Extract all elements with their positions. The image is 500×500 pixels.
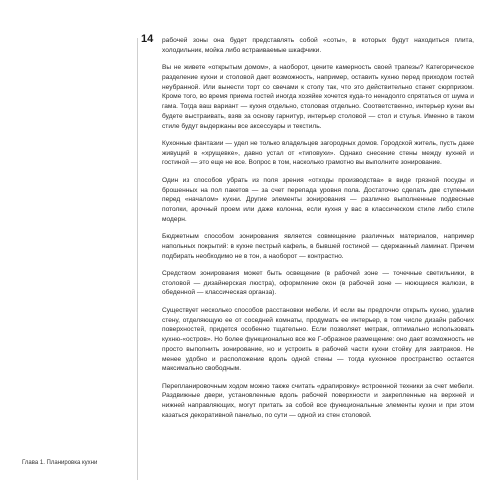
paragraph: Перепланировочным ходом можно также считать «драпировку» встроенной техники за счет мебели. Раздвижные двери, установленные вдоль рабочей поверхности и закрепленные на верхней и нижней направляющих, могут притать за собой все функциональные элементы кухни и при этом казаться декоративной панелью, по сути — одной из стен столовой.	[162, 382, 474, 419]
paragraph: рабочей зоны она будет представлять собой «соты», в которых будут находиться плита, холодильник, мойка либо встраиваемые шкафчики.	[162, 37, 474, 54]
paragraph: Средством зонирования может быть освещение (в рабочей зоне — точечные светильники, в столовой — дизайнерская люстра), оформление окон (в рабочей зоне — нюющиеся жалюзи, в обеденной — классическая органза).	[162, 269, 474, 297]
page-number: 14	[141, 33, 154, 45]
paragraph: Существует несколько способов расстановки мебели. И если вы предпочли открыть кухню, удалив стену, отделяющую ее от соседней комнаты, продумать ее интерьер, в том числе дизайн рабочих поверхностей, придется особенно тщательно. Если позволяет метраж, оптимально использовать кухню-«остров». Но более функционально все же Г-образное размещение: оно дает возможность не просто выполнить зонирование, но и устроить в рабочей части кухни стойку для завтраков. Не менее удобно и расположение вдоль одной стены — тогда кухонное пространство остается максимально свободным.	[162, 306, 474, 373]
paragraph: Один из способов убрать из поля зрения «отходы производства» в виде грязной посуды и брошенных на пол пакетов — за счет перепада уровня пола. Достаточно сделать две ступеньки перед «началом» кухни. Другие элементы зонирования — различно выполненные подвесные потолки, арочный проем или даже колонна, если кухня у вас в классическом стиле либо стиле модерн.	[162, 176, 474, 223]
paragraph: Кухонные фантазии — удел не только владельцев загородных домов. Городской житель, пусть даже живущий в «хрущевке», давно устал от «типовухи». Однако снесение стены между кухней и гостиной — это еще не все. Вопрос в том, насколько грамотно вы выполните зонирование.	[162, 139, 474, 167]
margin-divider	[137, 38, 138, 480]
paragraph: Вы не живете «открытым домом», а наоборот, цените камерность своей трапезы? Категорическое разделение кухни и столовой дает возможность, например, оставить кухню перед приходом гостей неубранной. Или вынести торт со свечами к столу так, что это действительно станет сюрпризом. Кроме того, во время приема гостей иногда хозяйке хочется куда-то ненадолго спрятаться от шума и гама. Тогда ваш вариант — кухня отдельно, столовая отдельно. Соответственно, интерьер кухни вы будете выстраивать, взяв за основу гарнитур, интерьер столовой — стол и стулья. Именно в таком стиле будут выдержаны все аксессуары и текстиль.	[162, 64, 474, 130]
body-text	[162, 36, 474, 428]
chapter-footer: Глава 1. Планировка кухни	[22, 460, 98, 466]
paragraph: Бюджетным способом зонирования является совмещение различных материалов, например напольных покрытий: в кухне пестрый кафель, в бывшей гостиной — сдержанный ламинат. Причем подбирать необходимо не в тон, а наоборот — контрастно.	[162, 233, 474, 260]
